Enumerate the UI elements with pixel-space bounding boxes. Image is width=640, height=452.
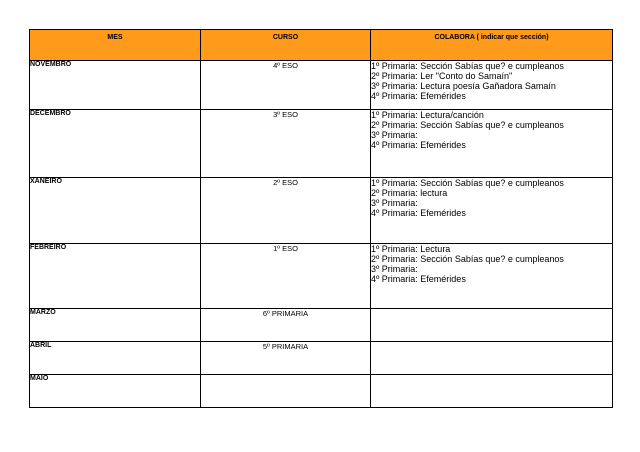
curso-cell: 2º ESO	[201, 178, 371, 244]
schedule-table	[29, 29, 613, 408]
colabora-cell	[371, 309, 613, 342]
colabora-line: 2º Primaria: lectura	[371, 188, 448, 198]
colabora-cell	[371, 61, 613, 110]
colabora-cell	[371, 178, 613, 244]
table-row	[30, 61, 613, 110]
colabora-line: 3º Primaria:	[371, 130, 418, 140]
header-colabora: COLABORA ( indicar que sección)	[371, 30, 613, 61]
curso-cell: 1º ESO	[201, 244, 371, 309]
colabora-line: 4º Primaria: Efemérides	[371, 208, 466, 218]
mes-cell: MAIO	[30, 375, 201, 408]
curso-cell: 3º ESO	[201, 110, 371, 178]
colabora-line: 1º Primaria: Lectura	[371, 244, 451, 254]
table-row	[30, 309, 613, 342]
curso-cell	[201, 375, 371, 408]
table-row	[30, 244, 613, 309]
colabora-line: 3º Primaria:	[371, 198, 418, 208]
colabora-line: 4º Primaria: Efemérides	[371, 140, 466, 150]
colabora-cell	[371, 342, 613, 375]
mes-cell: NOVEMBRO	[30, 61, 201, 110]
colabora-cell	[371, 375, 613, 408]
colabora-line: 2º Primaria: Ler "Conto do Samaín"	[371, 71, 513, 81]
colabora-line: 1º Primaria: Sección Sabías que? e cumpleanos	[371, 178, 564, 188]
colabora-line: 2º Primaria: Sección Sabías que? e cumpleanos	[371, 254, 564, 264]
table-row	[30, 342, 613, 375]
header-mes: MES	[30, 30, 201, 61]
mes-cell: DECEMBRO	[30, 110, 201, 178]
curso-cell: 4º ESO	[201, 61, 371, 110]
colabora-line: 4º Primaria: Efemérides	[371, 274, 466, 284]
table-row	[30, 375, 613, 408]
header-curso: CURSO	[201, 30, 371, 61]
colabora-cell	[371, 244, 613, 309]
colabora-line: 3º Primaria: Lectura poesía Gañadora Samaín	[371, 81, 556, 91]
mes-cell: XANEIRO	[30, 178, 201, 244]
colabora-line: 4º Primaria: Efemérides	[371, 91, 466, 101]
curso-cell: 6º PRIMARIA	[201, 309, 371, 342]
colabora-line: 2º Primaria: Sección Sabías que? e cumpleanos	[371, 120, 564, 130]
curso-cell: 5º PRIMARIA	[201, 342, 371, 375]
table-row	[30, 178, 613, 244]
colabora-line: 1º Primaria: Lectura/canción	[371, 110, 484, 120]
table-row	[30, 110, 613, 178]
mes-cell: MARZO	[30, 309, 201, 342]
colabora-line: 1º Primaria: Sección Sabías que? e cumpleanos	[371, 61, 564, 71]
mes-cell: FEBREIRO	[30, 244, 201, 309]
colabora-line: 3º Primaria:	[371, 264, 418, 274]
colabora-cell	[371, 110, 613, 178]
header-row	[30, 30, 613, 61]
mes-cell: ABRIL	[30, 342, 201, 375]
